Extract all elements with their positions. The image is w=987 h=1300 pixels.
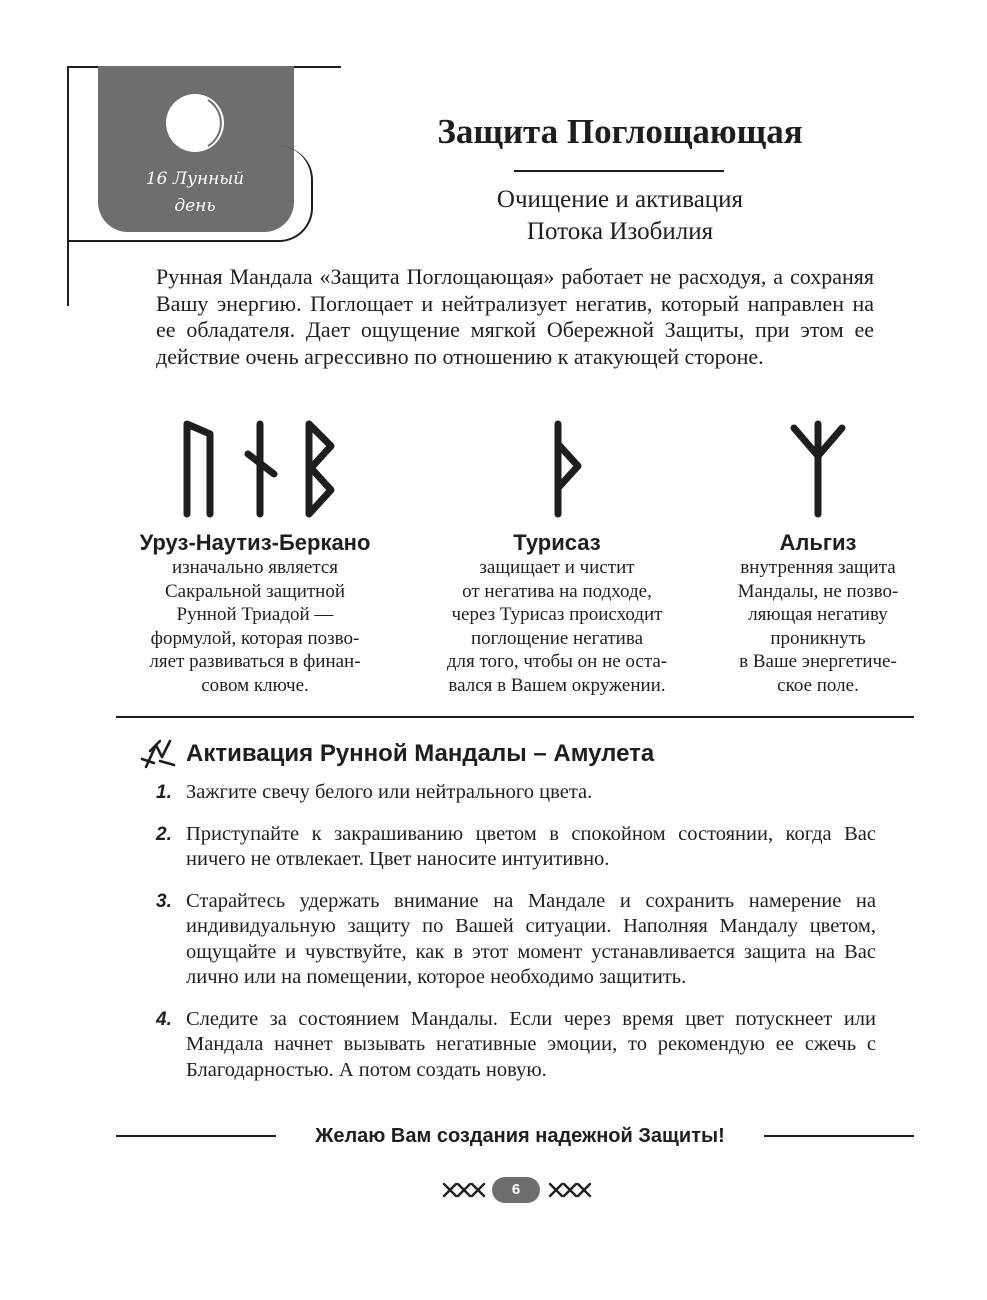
rune-column-triad <box>114 530 396 697</box>
rune-column-text <box>412 556 702 697</box>
rune-column-algiz <box>713 530 923 697</box>
lunar-day-line1: 16 Лунный <box>145 169 245 189</box>
uruz-rune <box>187 424 210 514</box>
berkano-rune <box>309 424 331 514</box>
rune-column-title: Альгиз <box>779 530 857 555</box>
activation-heading: Активация Рунной Мандалы – Амулета <box>186 740 655 767</box>
text-line: Рунной Триадой — <box>176 604 334 625</box>
step-number: 1. <box>156 782 172 803</box>
step-number: 2. <box>156 823 172 845</box>
activation-steps-list <box>156 780 876 1099</box>
activation-step <box>156 889 876 991</box>
step-text: Старайтесь удержать внимание на Мандале и сохранить намерение на индивидуальную защиту по Вашей ситуации. Наполняя Мандалу цветом, ощущайте и чувствуйте, как в этот момент устанавливается защита на Вас лично или на помещении, которое необходимо защитить. <box>186 889 876 988</box>
subtitle-line2: Потока Изобилия <box>526 218 714 245</box>
text-line: внутренняя защита <box>740 557 896 578</box>
activation-step <box>156 780 876 806</box>
wish-rule-left <box>116 1135 276 1137</box>
lunar-day-label <box>120 166 270 220</box>
text-line: изначально является <box>171 557 339 578</box>
text-line: через Турисаз происходит <box>451 604 663 625</box>
algiz-rune <box>794 424 842 514</box>
rune-column-title: Турисаз <box>513 530 601 555</box>
step-text: Следите за состоянием Мандалы. Если через время цвет потускнеет или Мандала начнет вызывать негативные эмоции, то рекомендую ее сжечь с Благодарностью. А потом создать новую. <box>186 1007 876 1081</box>
section-divider <box>116 716 914 718</box>
text-line: от негатива на подходе, <box>462 580 652 602</box>
title-underline <box>514 170 724 172</box>
activation-step <box>156 822 876 873</box>
text-line: Мандалы, не позво- <box>737 580 899 602</box>
text-line: ляет развиваться в финан- <box>149 651 361 672</box>
rune-column-text <box>114 556 396 697</box>
nauthiz-rune <box>248 424 274 514</box>
rune-glyph-icon <box>140 737 176 771</box>
rune-column-text <box>713 556 923 697</box>
full-moon-icon <box>164 92 226 154</box>
text-line: формулой, которая позво- <box>150 627 360 649</box>
step-number: 4. <box>156 1008 172 1030</box>
text-line: для того, чтобы он не оста- <box>446 651 668 672</box>
runes-row <box>0 410 987 520</box>
text-line: ляющая негативу <box>748 604 888 625</box>
wish-rule-right <box>764 1135 914 1137</box>
intro-paragraph: Рунная Мандала «Защита Поглощающая» работает не расходуя, а сохраняя Вашу энергию. Поглощает и нейтрализует негатив, который направлен на ее обладателя. Дает ощущение мягкой Обережной Защиты, при этом ее действие очень агрессивно по отношению к атакующей стороне. <box>156 264 874 369</box>
closing-wish: Желаю Вам создания надежной Защиты! <box>315 1125 725 1147</box>
page-number: 6 <box>492 1177 540 1203</box>
rune-column-title: Уруз-Наутиз-Беркано <box>139 530 371 555</box>
step-number: 3. <box>156 890 172 912</box>
rune-column-thurisaz <box>412 530 702 697</box>
ornament-left-icon <box>442 1180 488 1200</box>
text-line: в Ваше энергетиче- <box>739 651 897 672</box>
step-text: Зажгите свечу белого или нейтрального цвета. <box>186 781 593 803</box>
text-line: Сакральной защитной <box>164 580 346 602</box>
page-subtitle <box>408 184 832 248</box>
text-line: совом ключе. <box>201 674 309 696</box>
subtitle-line1: Очищение и активация <box>496 186 744 213</box>
text-line: проникнуть <box>770 627 866 649</box>
step-text: Приступайте к закрашиванию цветом в спокойном состоянии, когда Вас ничего не отвлекает. Цвет наносите интуитивно. <box>186 822 876 870</box>
text-line: ское поле. <box>777 674 859 696</box>
text-line: поглощение негатива <box>470 627 644 649</box>
page-title: Защита Поглощающая <box>437 112 803 151</box>
ornament-right-icon <box>546 1180 592 1200</box>
activation-step <box>156 1007 876 1084</box>
text-line: вался в Вашем окружении. <box>448 674 666 696</box>
thurisaz-rune <box>558 424 578 514</box>
text-line: защищает и чистит <box>479 557 635 578</box>
lunar-day-line2: день <box>174 196 216 216</box>
